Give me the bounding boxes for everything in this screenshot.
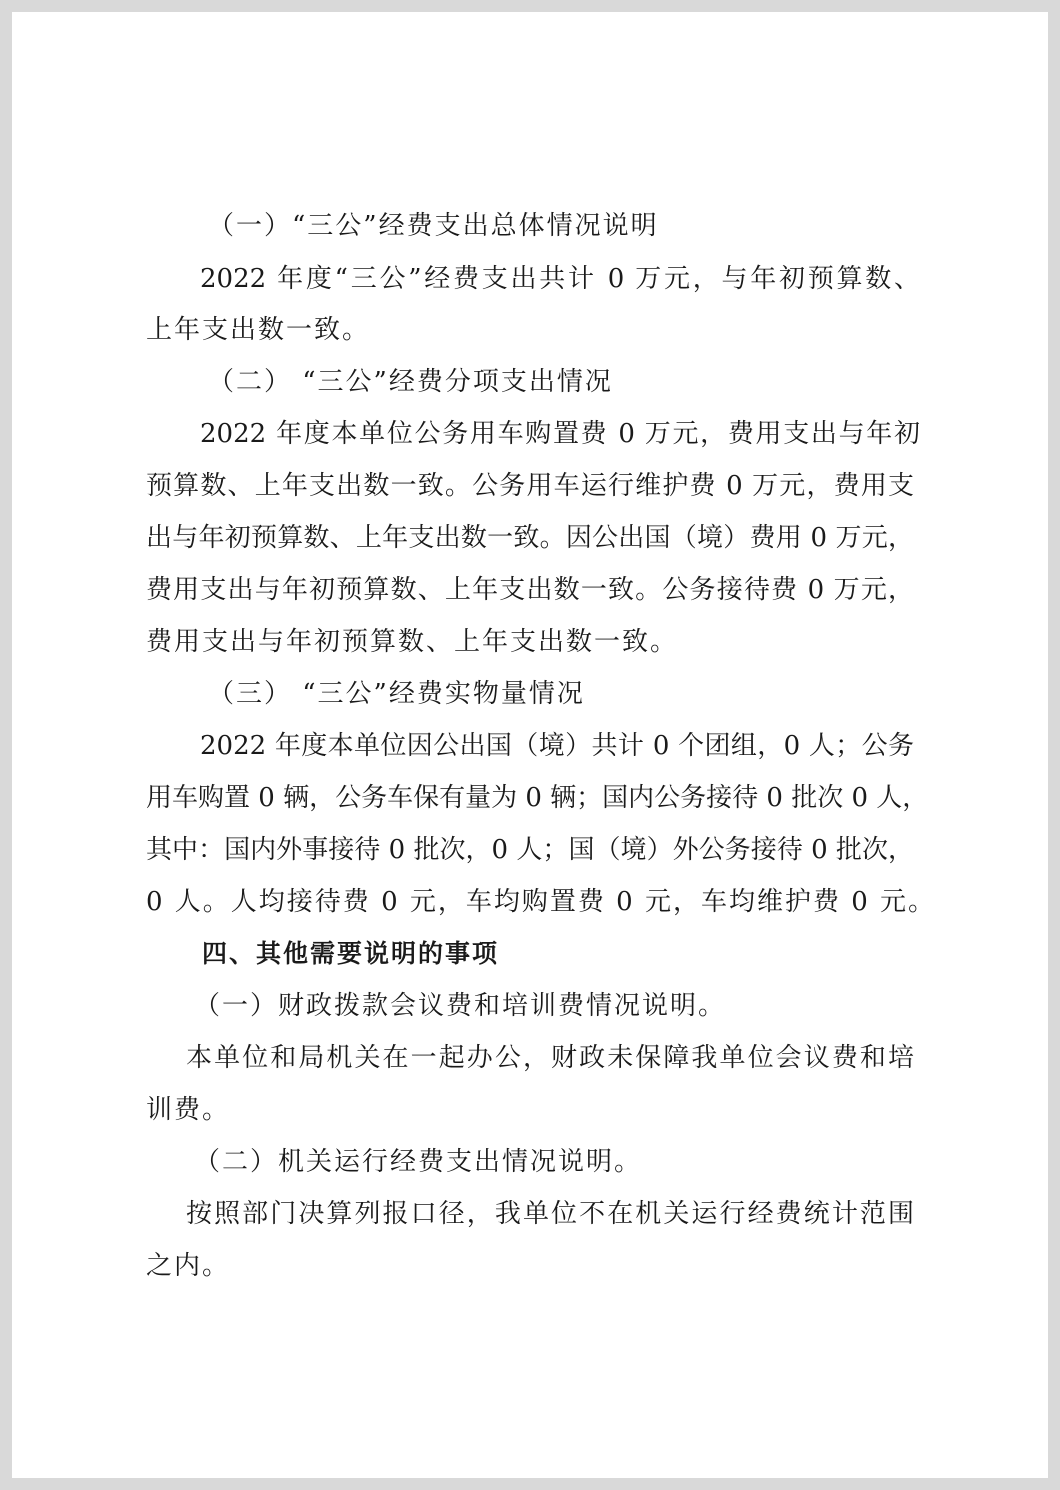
paragraph-line: 0 人。人均接待费 0 元，车均购置费 0 元，车均维护费 0 元。 — [146, 887, 937, 917]
heading-three-public-physical: （三） “三公”经费实物量情况 — [208, 679, 585, 709]
document-page — [12, 12, 1048, 1478]
subheading-operating-expenses: （二）机关运行经费支出情况说明。 — [194, 1147, 643, 1177]
paragraph-line: 之内。 — [146, 1251, 231, 1281]
heading-three-public-itemized: （二） “三公”经费分项支出情况 — [208, 367, 613, 397]
paragraph-line: 2022 年度本单位公务用车购置费 0 万元，费用支出与年初 — [200, 419, 920, 449]
section-heading-other-matters: 四、其他需要说明的事项 — [202, 939, 500, 968]
subheading-meeting-training: （一）财政拨款会议费和培训费情况说明。 — [194, 991, 727, 1021]
paragraph-line: 按照部门决算列报口径，我单位不在机关运行经费统计范围 — [186, 1199, 914, 1229]
heading-three-public-overview: （一）“三公”经费支出总体情况说明 — [208, 211, 659, 241]
paragraph-line: 训费。 — [146, 1095, 231, 1125]
paragraph-line: 2022 年度本单位因公出国（境）共计 0 个团组，0 人；公务 — [200, 731, 914, 761]
paragraph-line: 费用支出与年初预算数、上年支出数一致。公务接待费 0 万元， — [146, 575, 914, 605]
paragraph-line: 2022 年度“三公”经费支出共计 0 万元，与年初预算数、 — [200, 264, 920, 294]
paragraph-line: 上年支出数一致。 — [146, 315, 371, 345]
paragraph-line: 出与年初预算数、上年支出数一致。因公出国（境）费用 0 万元， — [146, 523, 914, 553]
paragraph-line: 本单位和局机关在一起办公，财政未保障我单位会议费和培 — [186, 1043, 914, 1073]
paragraph-line: 预算数、上年支出数一致。公务用车运行维护费 0 万元，费用支 — [146, 471, 914, 501]
paragraph-line: 用车购置 0 辆，公务车保有量为 0 辆；国内公务接待 0 批次 0 人， — [146, 783, 929, 813]
paragraph-line: 其中：国内外事接待 0 批次，0 人；国（境）外公务接待 0 批次， — [146, 835, 914, 865]
paragraph-line: 费用支出与年初预算数、上年支出数一致。 — [146, 627, 679, 657]
